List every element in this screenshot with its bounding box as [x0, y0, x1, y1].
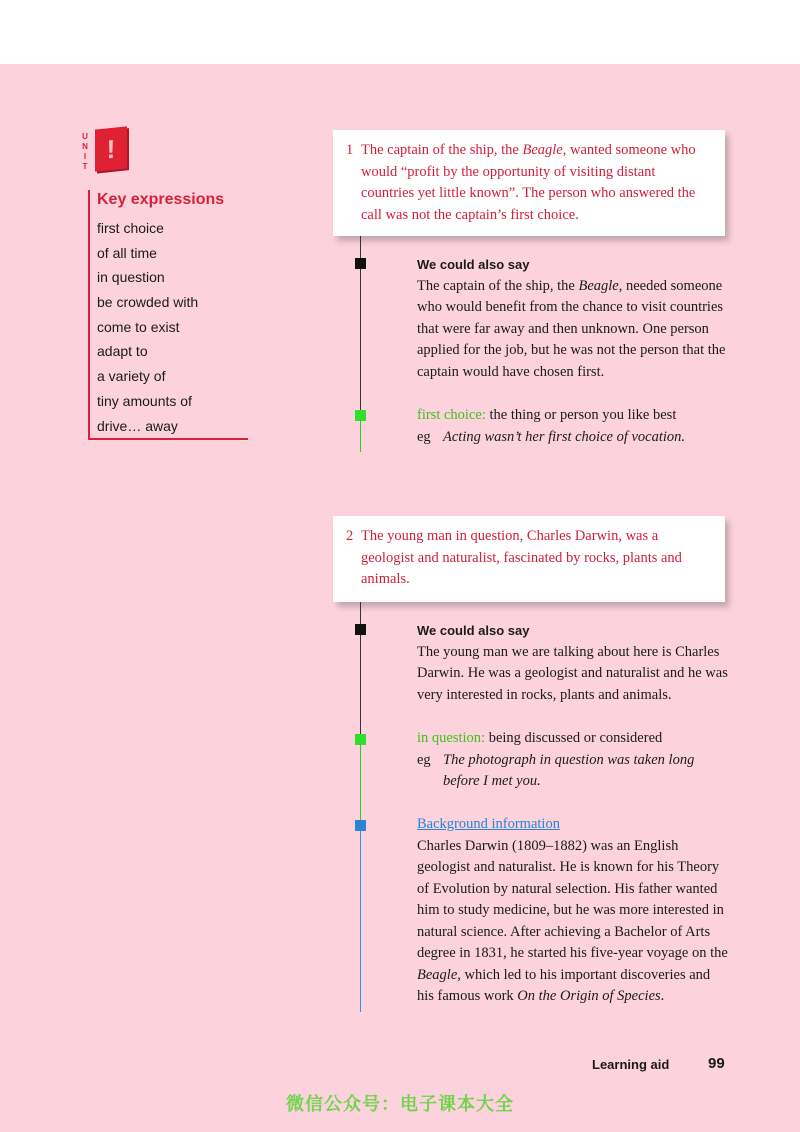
key-expression-item: adapt to	[97, 343, 148, 360]
blue-square-icon	[355, 820, 366, 831]
definition-meaning: being discussed or considered	[485, 730, 663, 746]
key-expression-item: drive… away	[97, 417, 178, 434]
background-info-block	[417, 814, 729, 1008]
unit-badge-icon: !	[95, 126, 127, 171]
quote-number: 1	[346, 142, 354, 158]
black-square-icon	[355, 258, 366, 269]
eg-label: eg	[417, 428, 431, 445]
timeline-line	[360, 602, 361, 738]
unit-letter: U	[82, 132, 88, 141]
book-title: On the Origin of Species	[517, 988, 661, 1004]
definition-term: in question:	[417, 730, 486, 746]
also-say-heading: We could also say	[417, 257, 530, 272]
definition-block-2	[417, 728, 737, 793]
footer-section-label: Learning aid	[592, 1057, 670, 1072]
background-info-heading[interactable]: Background information	[417, 816, 560, 832]
timeline-line	[360, 738, 361, 822]
quote-number: 2	[346, 528, 354, 544]
also-say-block-1	[417, 254, 737, 383]
also-say-text-part: , needed someone who would benefit from the chance to visit countries that were far away and then unknown. One person applied for the job, but he was not the person that the captain would have chosen first.	[417, 277, 726, 380]
wechat-watermark: 微信公众号：电子课本大全	[286, 1094, 514, 1115]
key-expressions-title: Key expressions	[97, 191, 225, 208]
also-say-text	[417, 276, 737, 384]
black-square-icon	[355, 624, 366, 635]
example-sentence: The photograph in question was taken long before I met you.	[443, 751, 695, 789]
definition-term: first choice:	[417, 407, 486, 423]
key-expression-item: come to exist	[97, 318, 180, 335]
key-expression-item: in question	[97, 269, 165, 286]
unit-letter: N	[82, 142, 88, 151]
unit-letter: T	[82, 162, 88, 171]
quote-text: , wanted someone who would “profit by the opportunity of visiting distant countries yet little known”. The person who answered the call was not the captain’s first choice.	[361, 142, 696, 223]
unit-letter: I	[83, 152, 87, 161]
ship-name: Beagle	[522, 142, 563, 158]
key-expression-item: tiny amounts of	[97, 392, 192, 409]
key-expression-item: first choice	[97, 220, 164, 236]
also-say-heading: We could also say	[417, 623, 530, 638]
key-expression-item: be crowded with	[97, 294, 199, 311]
background-text-part: Charles Darwin (1809–1882) was an English geologist and naturalist. He is known for his Theory of Evolution by natural selection. His father wanted him to study medicine, but he was more interested in natural science. After achieving a Bachelor of Arts degree in 1831, he started his five-year voyage on the	[417, 837, 728, 961]
eg-label: eg	[417, 751, 431, 768]
quote-box-2	[333, 516, 725, 602]
background-text-part: .	[660, 988, 665, 1004]
background-info-text	[417, 836, 729, 1008]
also-say-text-part: The captain of the ship, the	[417, 277, 579, 294]
key-expression-item: of all time	[97, 244, 157, 261]
key-expression-item: a variety of	[97, 368, 166, 385]
ship-name: Beagle	[578, 277, 619, 294]
also-say-block-2	[417, 620, 737, 706]
ship-name: Beagle	[417, 966, 458, 983]
quote-box-1	[333, 130, 725, 236]
green-square-icon	[355, 734, 366, 745]
quote-text: The captain of the ship, the	[361, 142, 523, 158]
unit-label	[80, 132, 90, 172]
definition-block-1	[417, 405, 737, 448]
also-say-text: The young man we are talking about here is Charles Darwin. He was a geologist and naturalist and he was very interested in rocks, plants and animals.	[417, 643, 728, 703]
definition-meaning: the thing or person you like best	[485, 407, 677, 423]
example-sentence: Acting wasn’t her first choice of vocation.	[443, 428, 686, 445]
key-expressions-list	[97, 218, 198, 440]
page-number: 99	[708, 1055, 725, 1072]
timeline-line	[360, 822, 361, 1012]
background-text-part: , which led to his important discoveries and his famous work	[417, 966, 711, 1004]
quote-text: The young man in question, Charles Darwin, was a geologist and naturalist, fascinated by rocks, plants and animals.	[361, 528, 682, 587]
green-square-icon	[355, 410, 366, 421]
